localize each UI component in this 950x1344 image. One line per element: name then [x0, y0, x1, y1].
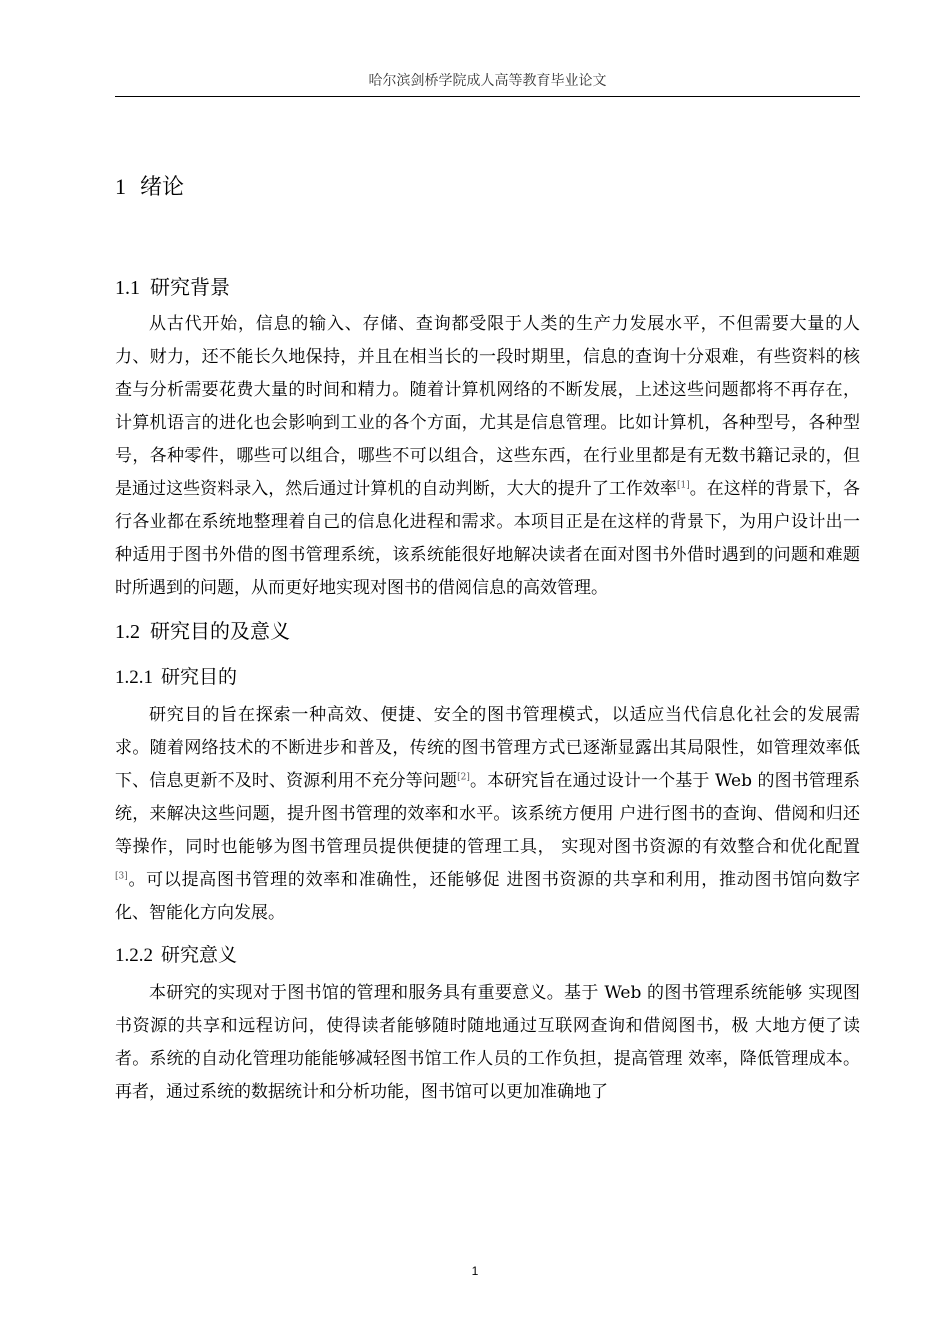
page-body — [115, 170, 860, 1119]
chapter-title: 绪论 — [140, 175, 185, 200]
subsection-heading-1-2-2 — [115, 940, 860, 967]
subsection-number: 1.2.2 — [115, 945, 153, 966]
chapter-number: 1 — [115, 174, 126, 199]
paragraph-text: 从古代开始，信息的输入、存储、查询都受限于人类的生产力发展水平，不但需要大量的人力、财力，还不能长久地保持，并且在相当长的一段时期里，信息的查询十分艰难，有些资料的核查与分析需要花费大量的时间和精力。随着计算机网络的不断发展，上述这些问题都将不再存在，计算机语言的进化也会影响到工业的各个方面，尤其是信息管理。比如计算机，各种型号，各种型号，各种零件，哪些可以组合，哪些不可以组合，这些东西，在行业里都是有无数书籍记录的，但是通过这些资料录入，然后通过计算机的自动判断，大大的提升了工作效率 — [115, 314, 860, 499]
section-number: 1.1 — [115, 277, 140, 299]
section-number: 1.2 — [115, 621, 140, 643]
paragraph-significance: 本研究的实现对于图书馆的管理和服务具有重要意义。基于 Web 的图书管理系统能够 实现图书资源的共享和远程访问，使得读者能够随时随地通过互联网查询和借阅图书，极 大地方便了读者。系统的自动化管理功能能够减轻图书馆工作人员的工作负担，提高管理 效率，降低管理成本。再者，通过系统的数据统计和分析功能，图书馆可以更加准确地了 — [115, 983, 860, 1102]
page-footer — [0, 1264, 950, 1278]
chapter-heading — [115, 170, 860, 201]
subsection-title: 研究目的 — [161, 666, 238, 688]
paragraph-text: 。可以提高图书管理的效率和准确性，还能够促 进图书资源的共享和利用，推动图书馆向数字化、智能化方向发展。 — [115, 870, 860, 923]
page-header — [115, 70, 860, 97]
section-title: 研究目的及意义 — [150, 619, 290, 643]
section-heading-1-1 — [115, 271, 860, 300]
paragraph-text: 。本研究旨在通过设计一个基于 Web 的图书管理系统，来解决这些问题，提升图书管理的效率和水平。该系统方便用 户进行图书的查询、借阅和归还等操作，同时也能够为图书管理员提供便捷的管理工具， 实现对图书资源的有效整合和优化配置 — [115, 771, 861, 857]
paragraph-purpose — [115, 699, 860, 930]
section-heading-1-2 — [115, 615, 860, 644]
paragraph-text: 研究目的旨在探索一种高效、便捷、安全的图书管理模式，以适应当代信息化社会的发展需求。随着网络技术的不断进步和普及，传统的图书管理方式已逐渐显露出其局限性，如管理效率低下、信息更新不及时、资源利用不充分等问题 — [115, 705, 860, 791]
page-number: 1 — [471, 1264, 479, 1278]
paragraph-background — [115, 308, 860, 605]
subsection-heading-1-2-1 — [115, 662, 860, 689]
subsection-title: 研究意义 — [161, 944, 238, 966]
citation-ref: [3] — [115, 871, 128, 882]
subsection-number: 1.2.1 — [115, 667, 153, 688]
citation-ref: [1] — [676, 480, 690, 491]
citation-ref: [2] — [457, 772, 470, 783]
paragraph-text: 。在这样的背景下，各行各业都在系统地整理着自己的信息化进程和需求。本项目正是在这样的背景下，为用户设计出一种适用于图书外借的图书管理系统，该系统能很好地解决读者在面对图书外借时遇到的问题和难题时所遇到的问题，从而更好地实现对图书的借阅信息的高效管理。 — [115, 479, 861, 598]
header-title: 哈尔滨剑桥学院成人高等教育毕业论文 — [368, 73, 607, 89]
section-title: 研究背景 — [150, 275, 230, 299]
